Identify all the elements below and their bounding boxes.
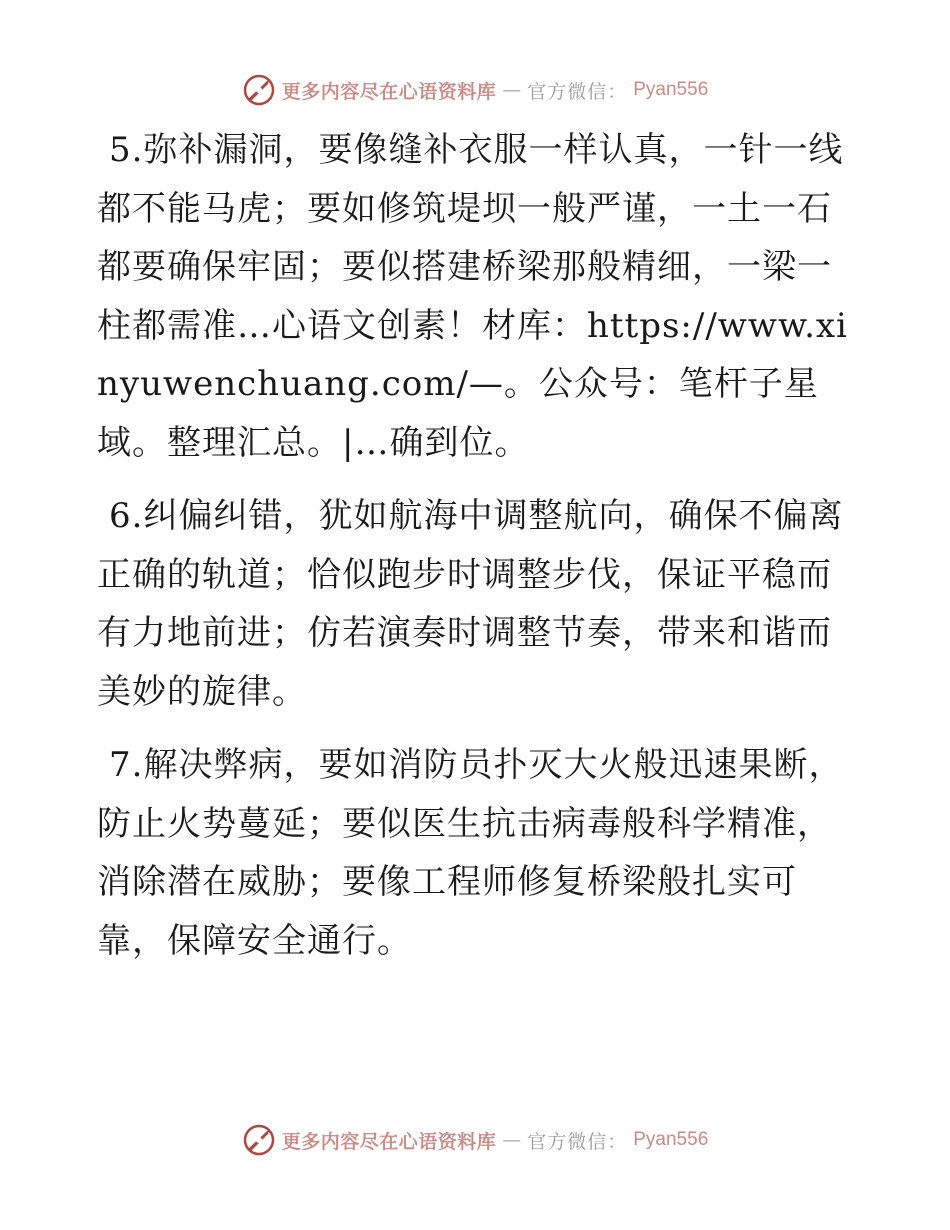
paragraph-number: 7. <box>109 745 144 785</box>
paragraph-text: 解决弊病，要如消防员扑灭大火般迅速果断，防止火势蔓延；要似医生抗击病毒般科学精准，消除潜在威胁；要像工程师修复桥梁般扎实可靠，保障安全通行。 <box>97 745 844 961</box>
banner-wechat-id: Pyan556 <box>633 79 709 100</box>
header-banner <box>0 70 950 110</box>
banner-main-text: 更多内容尽在心语资料库 <box>281 80 497 103</box>
footer-banner <box>0 1120 950 1160</box>
banner-dash: — <box>502 1129 522 1151</box>
paragraph-number: 6. <box>109 496 144 536</box>
quill-circle-icon <box>242 1123 276 1157</box>
banner-main-text: 更多内容尽在心语资料库 <box>281 1130 497 1153</box>
paragraph-5 <box>97 121 857 472</box>
banner-wechat-label: 官方微信： <box>527 1130 628 1153</box>
document-body <box>97 121 857 985</box>
paragraph-number: 5. <box>109 130 144 170</box>
quill-circle-icon <box>242 73 276 107</box>
paragraph-7 <box>97 736 857 970</box>
banner-wechat-id: Pyan556 <box>633 1129 709 1150</box>
banner-wechat-label: 官方微信： <box>527 80 628 103</box>
paragraph-6 <box>97 487 857 721</box>
paragraph-text: 弥补漏洞，要像缝补衣服一样认真，一针一线都不能马虎；要如修筑堤坝一般严谨，一土一石都要确保牢固；要似搭建桥梁那般精细，一梁一柱都需准…心语文创素！材库：https://www.xinyuwenchuang.com/—。公众号：笔杆子星域。整理汇总。|…确到位。 <box>97 130 848 463</box>
banner-dash: — <box>502 79 522 101</box>
paragraph-text: 纠偏纠错，犹如航海中调整航向，确保不偏离正确的轨道；恰似跑步时调整步伐，保证平稳而有力地前进；仿若演奏时调整节奏，带来和谐而美妙的旋律。 <box>97 496 844 712</box>
